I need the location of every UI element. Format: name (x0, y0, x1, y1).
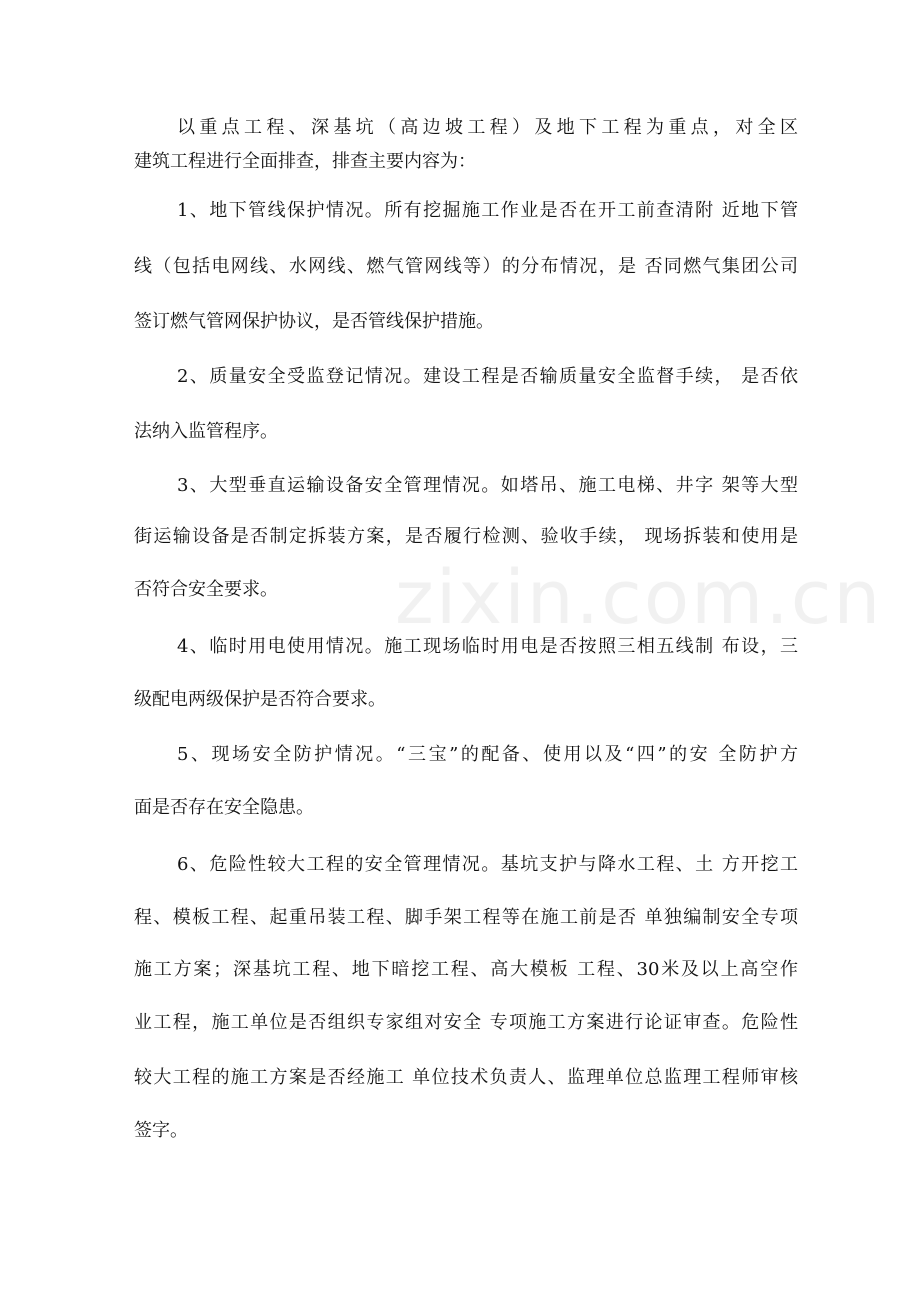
intro-line: 建筑工程进行全面排查，排查主要内容为： (134, 151, 476, 172)
item-line: 6、危险性较大工程的安全管理情况。基坑支护与降水工程、土 方开挖工 (177, 854, 798, 875)
item-line: 线（包括电网线、水网线、燃气管网线等）的分布情况，是 否同燃气集团公司 (134, 256, 798, 277)
item-line: 街运输设备是否制定拆装方案，是否履行检测、验收手续， 现场拆装和使用是 (134, 526, 798, 547)
item-line: 5、现场安全防护情况。“三宝”的配备、使用以及“四”的安 全防护方 (177, 744, 798, 765)
item-line: 面是否存在安全隐患。 (134, 797, 314, 818)
intro-line: 以重点工程、深基坑（高边坡工程）及地下工程为重点，对全区 (177, 117, 798, 138)
item-line: 4、临时用电使用情况。施工现场临时用电是否按照三相五线制 布设，三 (177, 636, 798, 657)
item-line: 3、大型垂直运输设备安全管理情况。如塔吊、施工电梯、井字 架等大型 (177, 475, 798, 496)
item-line: 较大工程的施工方案是否经施工 单位技术负责人、监理单位总监理工程师审核 (134, 1067, 798, 1088)
watermark: zixin.com.cn (395, 555, 883, 641)
item-line: 签订燃气管网保护协议，是否管线保护措施。 (134, 311, 494, 332)
item-line: 1、地下管线保护情况。所有挖掘施工作业是否在开工前查清附 近地下管 (177, 200, 798, 221)
item-line: 法纳入监管程序。 (134, 421, 278, 442)
item-line: 施工方案；深基坑工程、地下暗挖工程、高大模板 工程、30米及以上高空作 (134, 959, 798, 980)
item-line: 签字。 (134, 1120, 188, 1141)
item-line: 级配电两级保护是否符合要求。 (134, 689, 386, 710)
item-line: 否符合安全要求。 (134, 579, 278, 600)
item-line: 程、模板工程、起重吊装工程、脚手架工程等在施工前是否 单独编制安全专项 (134, 907, 798, 928)
item-line: 业工程，施工单位是否组织专家组对安全 专项施工方案进行论证审查。危险性 (134, 1012, 798, 1033)
item-line: 2、质量安全受监登记情况。建设工程是否输质量安全监督手续， 是否依 (177, 366, 798, 387)
